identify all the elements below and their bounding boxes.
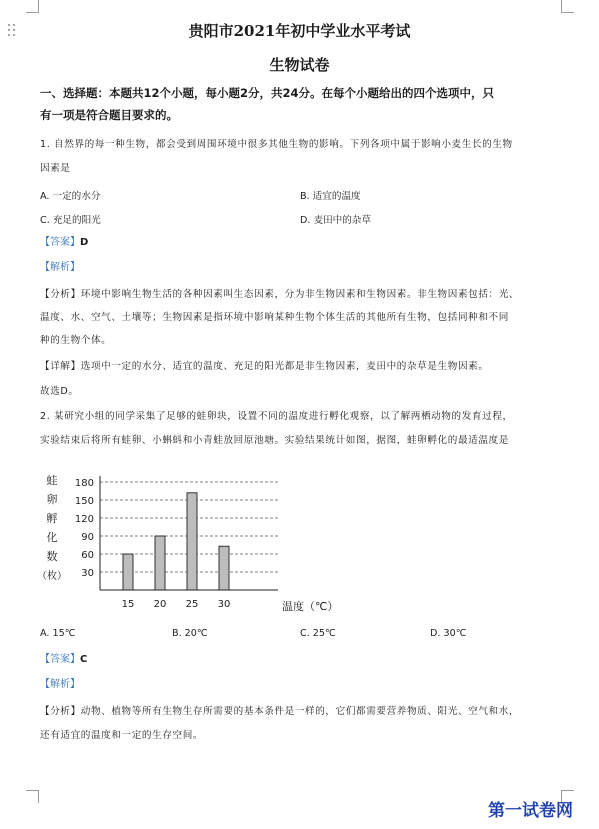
- q2-stem-line2: 实验结束后将所有蛙卵、小蝌蚪和小青蛙放回原池塘。实验结果统计如图，据图，蛙卵孵化的最适温度是: [40, 435, 509, 446]
- answer-tag: 【答案】: [40, 654, 80, 665]
- q1-option-b: B. 适宜的温度: [300, 191, 361, 202]
- q1-xiangjie-line: [40, 360, 489, 374]
- q1-option-a: A. 一定的水分: [40, 191, 101, 202]
- chart-bars: [123, 493, 229, 590]
- y-tick-label: 60: [81, 550, 94, 561]
- q1-fenxi-line3: 种的生物个体。: [40, 335, 112, 346]
- exam-title: 贵阳市2021年初中学业水平考试: [188, 22, 411, 40]
- q2-option-d: D. 30℃: [430, 628, 467, 639]
- y-tick-label: 120: [74, 514, 94, 525]
- y-tick-label: 180: [74, 478, 94, 489]
- chart-x-axis-label: 温度（℃）: [282, 600, 339, 613]
- q1-stem-line2: 因素是: [40, 163, 71, 174]
- y-axis-label-char: 孵: [46, 512, 58, 525]
- q2-answer-value: C: [80, 654, 88, 665]
- q2-fenxi-text1: 动物、植物等所有生物生存所需要的基本条件是一样的，它们都需要营养物质、阳光、空气和水，: [80, 706, 520, 717]
- y-tick-label: 90: [81, 532, 94, 543]
- chart-y-ticks: [75, 478, 94, 579]
- q2-fenxi-line1: [40, 705, 519, 719]
- q2-stem-line1: 2. 某研究小组的同学采集了足够的蛙卵块，设置不同的温度进行孵化观察，以了解两栖动物的发育过程，: [40, 411, 513, 422]
- y-axis-label-char: 数: [46, 550, 58, 563]
- answer-tag: 【答案】: [40, 237, 80, 248]
- watermark-logo: 第一试卷网: [488, 801, 573, 821]
- fenxi-tag: 【分析】: [40, 706, 81, 717]
- fenxi-tag: 【分析】: [40, 289, 81, 300]
- q2-analysis-tag: 【解析】: [40, 679, 80, 690]
- bar: [155, 536, 165, 590]
- y-axis-label-char: 化: [46, 531, 58, 544]
- corner-mark-top-right: [561, 0, 574, 13]
- q1-option-c: C. 充足的阳光: [40, 215, 101, 226]
- q1-xiangjie-text: 选项中一定的水分、适宜的温度、充足的阳光都是非生物因素，麦田中的杂草是生物因素。: [80, 361, 489, 372]
- bar: [123, 554, 133, 590]
- q1-stem-line1: 1. 自然界的每一种生物，都会受到周围环境中很多其他生物的影响。下列各项中属于影响小麦生长的生物: [40, 139, 513, 150]
- y-axis-label-char: 卵: [46, 493, 58, 506]
- q2-option-a: A. 15℃: [40, 628, 76, 639]
- q2-fenxi-line2: 还有适宜的温度和一定的生存空间。: [40, 730, 204, 741]
- q2-option-c: C. 25℃: [300, 628, 336, 639]
- x-tick-label: 30: [217, 599, 231, 610]
- bar: [187, 493, 197, 590]
- chart-y-axis-label: [37, 473, 67, 582]
- corner-mark-top-left: [26, 0, 39, 13]
- y-tick-label: 30: [81, 568, 94, 579]
- x-tick-label: 20: [153, 599, 167, 610]
- q1-conclusion: 故选D。: [40, 386, 79, 397]
- q1-analysis-tag: 【解析】: [40, 262, 80, 273]
- chart-x-ticks: [122, 599, 231, 610]
- q2-answer-row: [40, 653, 87, 667]
- section-header-line2: 有一项是符合题目要求的。: [40, 108, 178, 122]
- y-axis-label-unit: （枚）: [37, 571, 67, 582]
- exam-subtitle: 生物试卷: [269, 56, 330, 74]
- x-tick-label: 25: [185, 599, 199, 610]
- x-tick-label: 15: [121, 599, 135, 610]
- section-header-line1: 一、选择题：本题共12个小题，每小题2分，共24分。在每个小题给出的四个选项中，只: [40, 86, 495, 100]
- q2-option-b: B. 20℃: [172, 628, 208, 639]
- q1-fenxi-line1: [40, 288, 519, 302]
- hatch-count-bar-chart: [37, 470, 339, 620]
- y-tick-label: 150: [74, 496, 94, 507]
- y-axis-label-char: 蛙: [46, 474, 58, 487]
- q1-answer-value: D: [80, 237, 89, 248]
- q1-fenxi-line2: 温度、水、空气、土壤等；生物因素是指环境中影响某种生物个体生活的其他所有生物，包括同种和不同: [40, 312, 509, 323]
- corner-mark-bottom-left: [26, 790, 39, 803]
- q1-answer-row: [40, 236, 88, 250]
- xiangjie-tag: 【详解】: [40, 361, 81, 372]
- bar: [219, 546, 229, 590]
- q1-fenxi-text1: 环境中影响生物生活的各种因素叫生态因素，分为非生物因素和生物因素。非生物因素包括：光、: [80, 289, 520, 300]
- q1-option-d: D. 麦田中的杂草: [300, 215, 372, 226]
